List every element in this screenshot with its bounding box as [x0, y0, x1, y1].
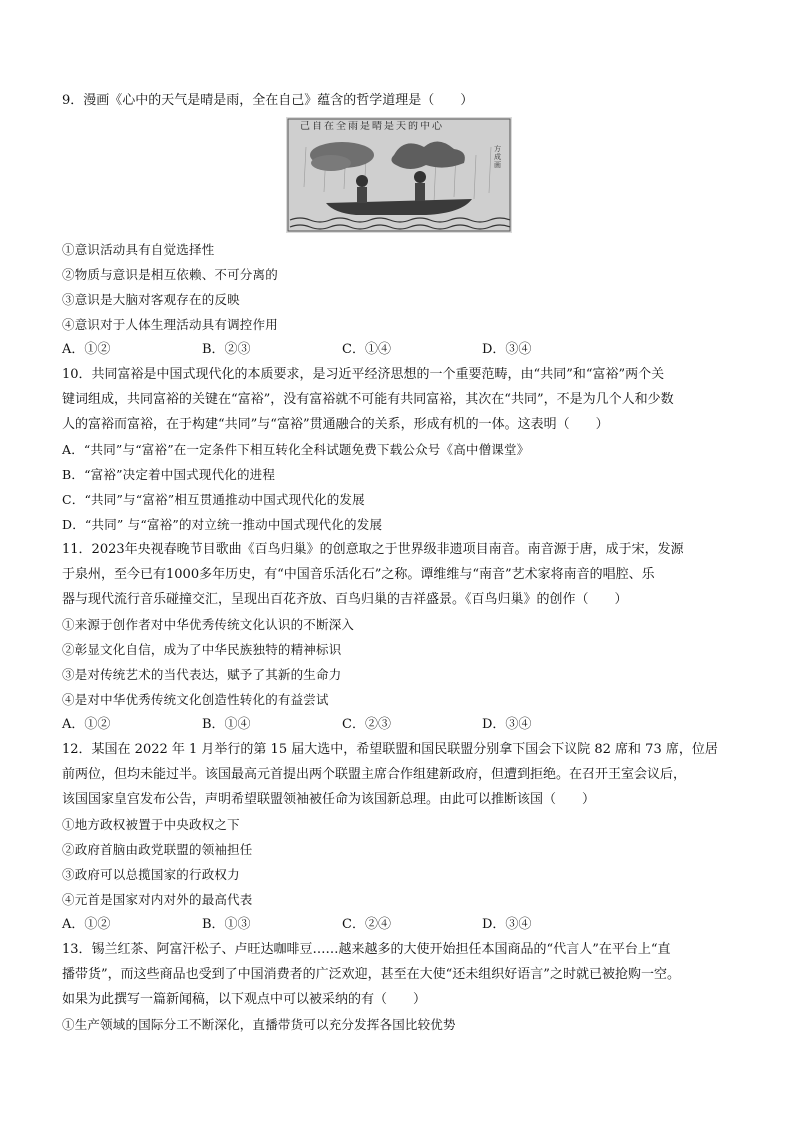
question-11: [62, 537, 752, 737]
cartoon-illustration: [286, 117, 512, 233]
choice-a: A．①②: [62, 917, 111, 932]
option-3: ③是对传统艺术的当代表达，赋予了其新的生命力: [62, 667, 342, 682]
cartoon-signature: 方成画: [494, 145, 501, 169]
option-1: ①来源于创作者对中华优秀传统文化认识的不断深入: [62, 617, 355, 632]
answer-choices: [62, 337, 752, 362]
question-stem-line: 如果为此撰写一篇新闻稿，以下观点中可以被采纳的有（ ）: [62, 992, 427, 1007]
question-9: [62, 88, 752, 362]
question-12: [62, 737, 752, 937]
choice-a: A．①②: [62, 717, 111, 732]
option-2: ②彰显文化自信，成为了中华民族独特的精神标识: [62, 642, 342, 657]
question-stem-line: 12．某国在 2022 年 1 月举行的第 15 届大选中，希望联盟和国民联盟分别拿下国会下议院 82 席和 73 席，位居: [62, 742, 718, 757]
option-4: ④元首是国家对内对外的最高代表: [62, 892, 253, 907]
question-stem-line: 13．锡兰红茶、阿富汗松子、卢旺达咖啡豆……越来越多的大使开始担任本国商品的“代言人”在平台上“直: [62, 942, 671, 957]
question-stem-line: 键词组成，共同富裕的关键在“富裕”，没有富裕就不可能有共同富裕，其次在“共同”，不是为几个人和少数: [62, 392, 674, 407]
option-4: ④是对中华优秀传统文化创造性转化的有益尝试: [62, 692, 329, 707]
option-1: ①生产领域的国际分工不断深化，直播带货可以充分发挥各国比较优势: [62, 1017, 456, 1032]
answer-choices: [62, 712, 752, 737]
question-13: [62, 937, 752, 1037]
question-stem-line: 10．共同富裕是中国式现代化的本质要求，是习近平经济思想的一个重要范畴，由“共同”和“富裕”两个关: [62, 367, 665, 382]
option-d: D．“共同” 与“富裕”的对立统一推动中国式现代化的发展: [62, 517, 383, 532]
choice-d: D．③④: [482, 917, 532, 932]
option-2: ②物质与意识是相互依赖、不可分离的: [62, 267, 278, 282]
choice-c: C．②④: [342, 917, 391, 932]
choice-d: D．③④: [482, 342, 532, 357]
option-c: C．“共同”与“富裕”相互贯通推动中国式现代化的发展: [62, 492, 365, 507]
choice-d: D．③④: [482, 717, 532, 732]
option-1: ①意识活动具有自觉选择性: [62, 242, 215, 257]
question-stem-line: 播带货”，而这些商品也受到了中国消费者的广泛欢迎，甚至在大使“还未组织好语言”之时就已被抢购一空。: [62, 967, 680, 982]
option-3: ③政府可以总揽国家的行政权力: [62, 867, 240, 882]
answer-choices: [62, 912, 752, 937]
choice-b: B．①④: [202, 717, 251, 732]
choice-c: C．①④: [342, 342, 391, 357]
question-stem-line: 于泉州，至今已有1000多年历史，有“中国音乐活化石”之称。谭维维与“南音”艺术家将南音的唱腔、乐: [62, 567, 655, 582]
question-stem-line: 11．2023年央视春晚节目歌曲《百鸟归巢》的创意取之于世界级非遗项目南音。南音源于唐，成于宋，发源: [62, 542, 684, 557]
question-stem: 9．漫画《心中的天气是晴是雨，全在自己》蕴含的哲学道理是（ ）: [62, 93, 474, 108]
question-stem-line: 器与现代流行音乐碰撞交汇，呈现出百花齐放、百鸟归巢的吉祥盛景。《百鸟归巢》的创作（ ）: [62, 592, 628, 607]
option-2: ②政府首脑由政党联盟的领袖担任: [62, 842, 253, 857]
question-10: [62, 362, 752, 537]
option-1: ①地方政权被置于中央政权之下: [62, 817, 240, 832]
option-b: B．“富裕”决定着中国式现代化的进程: [62, 467, 276, 482]
choice-c: C．②③: [342, 717, 391, 732]
choice-b: B．②③: [202, 342, 251, 357]
option-3: ③意识是大脑对客观存在的反映: [62, 292, 240, 307]
exam-page: [62, 88, 752, 1037]
question-stem-line: 前两位，但均未能过半。该国最高元首提出两个联盟主席合作组建新政府，但遭到拒绝。在召开王室会议后，: [62, 767, 687, 782]
cartoon-title-text: 己自在全雨是晴是天的中心: [300, 121, 444, 132]
cartoon-figure: [286, 117, 512, 233]
option-4: ④意识对于人体生理活动具有调控作用: [62, 317, 278, 332]
question-stem-line: 人的富裕而富裕，在于构建“共同”与“富裕”贯通融合的关系，形成有机的一体。这表明（ ）: [62, 417, 609, 432]
option-a: A．“共同”与“富裕”在一定条件下相互转化全科试题免费下载公众号《高中僧课堂》: [62, 442, 530, 457]
choice-b: B．①③: [202, 917, 251, 932]
question-stem-line: 该国国家皇宫发布公告，声明希望联盟领袖被任命为该国新总理。由此可以推断该国（ ）: [62, 792, 596, 807]
choice-a: A．①②: [62, 342, 111, 357]
